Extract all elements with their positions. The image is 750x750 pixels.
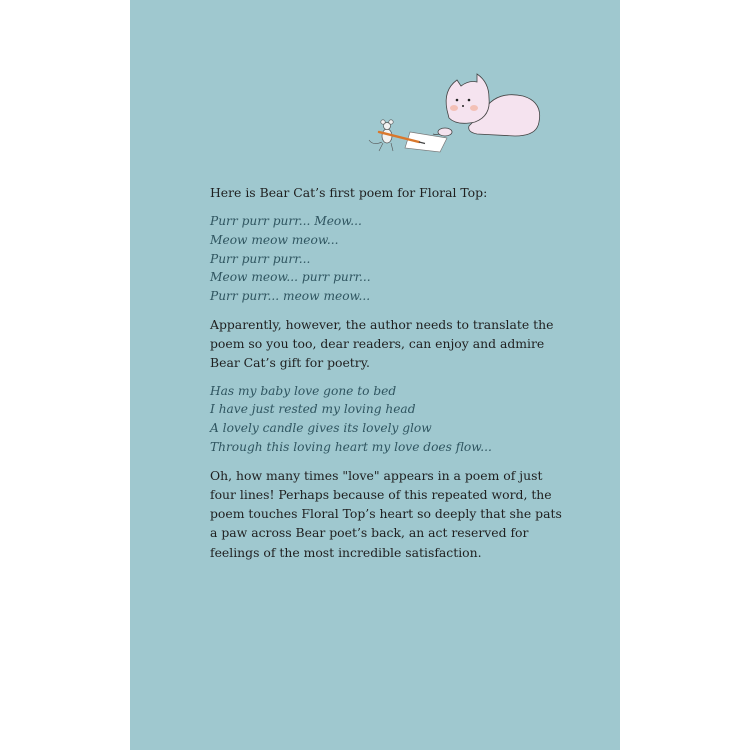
poem-line: Purr purr... meow meow... bbox=[210, 289, 371, 304]
paragraph-line: feelings of the most incredible satisfaction. bbox=[210, 544, 482, 560]
paragraph-line: Apparently, however, the author needs to translate the bbox=[210, 316, 554, 332]
paragraph-line: poem so you too, dear readers, can enjoy and admire bbox=[210, 336, 545, 352]
closing-paragraph bbox=[210, 466, 560, 562]
paragraph-line: poem touches Floral Top’s heart so deeply that she pats bbox=[210, 506, 562, 522]
translated-poem bbox=[210, 382, 560, 457]
translation-paragraph bbox=[210, 315, 560, 373]
paragraph-line: four lines! Perhaps because of this repeated word, the bbox=[210, 486, 552, 502]
paragraph-line: Bear Cat’s gift for poetry. bbox=[210, 355, 370, 371]
poem-line: I have just rested my loving head bbox=[210, 402, 416, 417]
poem-line: Purr purr purr... Meow... bbox=[210, 214, 362, 229]
cat-icon bbox=[433, 74, 540, 136]
intro-text: Here is Bear Cat’s first poem for Floral Top: bbox=[210, 185, 488, 200]
poem-line: Meow meow meow... bbox=[210, 233, 339, 247]
poem-line: Through this loving heart my love does flow... bbox=[210, 439, 492, 454]
text-block bbox=[210, 183, 560, 562]
poem-line: A lovely candle gives its lovely glow bbox=[210, 421, 432, 436]
poem-line: Meow meow... purr purr... bbox=[210, 270, 371, 285]
paragraph-line: Oh, how many times "love" appears in a poem of just bbox=[210, 467, 543, 483]
poem-line: Has my baby love gone to bed bbox=[210, 383, 397, 398]
book-page bbox=[130, 0, 620, 750]
cat-and-mouse-illustration bbox=[365, 70, 545, 165]
poem-line: Purr purr purr... bbox=[210, 251, 311, 266]
paragraph-line: a paw across Bear poet’s back, an act reserved for bbox=[210, 525, 529, 541]
cat-poem bbox=[210, 212, 560, 306]
